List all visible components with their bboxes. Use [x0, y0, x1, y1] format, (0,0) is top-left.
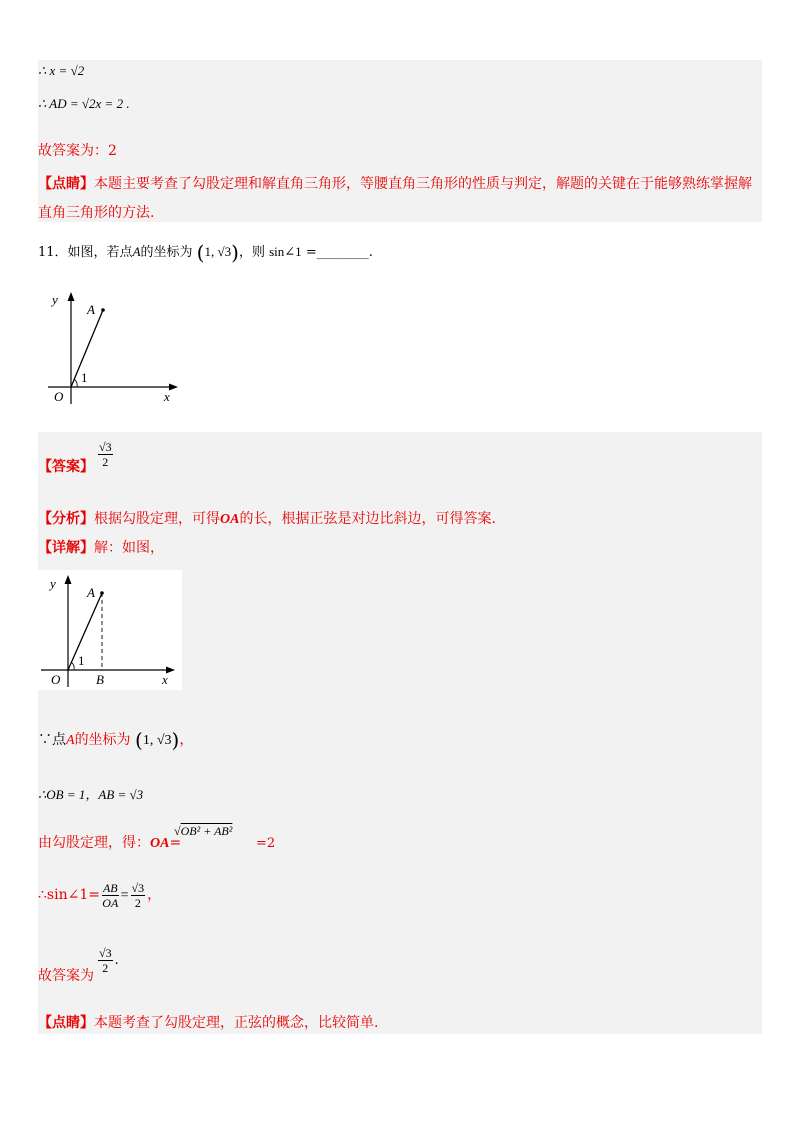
- origin-label: O: [51, 672, 61, 687]
- analysis-line: 【分析】根据勾股定理，可得OA的长，根据正弦是对边比斜边，可得答案.: [38, 511, 496, 527]
- comment-tag: 【点睛】: [38, 1015, 94, 1031]
- answer-blank: ________: [316, 245, 369, 260]
- step-4: ∴sin∠1= $\frac{AB}{OA}$ = $\frac{√3}{2}$ ，: [38, 880, 162, 910]
- sin-expression: sin∠1: [269, 244, 302, 259]
- figure-solution-axes: [38, 570, 182, 690]
- step-3-root: √OB² + AB²: [174, 824, 233, 838]
- question-text: 如图，若点: [67, 245, 133, 260]
- prev-comment-line-1: [38, 176, 752, 192]
- comment-text: 本题主要考查了勾股定理和解直角三角形，等腰直角三角形的性质与判定，解题的关键在于能够熟练掌握解: [94, 176, 752, 192]
- point-a-label: A: [87, 302, 95, 317]
- final-comment: [38, 1015, 378, 1031]
- answer-denominator: 2: [102, 455, 109, 469]
- question-text-3: ，则: [238, 245, 265, 260]
- x-axis-label: x: [162, 672, 168, 687]
- question-number: 11．: [38, 245, 68, 260]
- comment-tag: 【点睛】: [38, 176, 94, 192]
- x-axis-label: x: [164, 389, 170, 404]
- point-b-label: B: [96, 672, 104, 687]
- prev-answer: 故答案为：2: [38, 143, 117, 159]
- step-3-result: =2: [256, 836, 276, 851]
- point-coordinates: 1, √3: [204, 244, 232, 259]
- detail-line: 【详解】解：如图，: [38, 540, 164, 556]
- step-2: ∴OB = 1，AB = √3: [38, 787, 144, 802]
- step-5-fraction: $\frac{√3}{2}$ .: [99, 946, 119, 975]
- step-3: 由勾股定理，得：OA=: [38, 835, 182, 851]
- origin-label: O: [54, 389, 64, 404]
- y-axis-label: y: [52, 292, 58, 307]
- prev-comment-line-2: 直角三角形的方法.: [38, 205, 155, 221]
- point-a-label: A: [87, 585, 95, 600]
- comment-text: 本题考查了勾股定理，正弦的概念，比较简单.: [94, 1015, 379, 1031]
- answer-numerator: √3: [99, 440, 112, 454]
- question-11: 11．如图，若点A的坐标为 (1, √3)，则 sin∠1 =________.: [38, 240, 373, 265]
- answer-fraction: [96, 440, 115, 469]
- previous-solution-band: [38, 60, 762, 222]
- prev-line-1: ∴ x = √2: [38, 63, 85, 78]
- analysis-tag: 【分析】: [38, 511, 94, 527]
- equals-sign: =: [305, 245, 317, 260]
- detail-tag: 【详解】: [38, 540, 94, 556]
- step-1: ∵点A的坐标为 (1, √3)，: [38, 728, 194, 752]
- angle-label: 1: [81, 370, 88, 385]
- point-coordinates: 1, √3: [142, 733, 172, 748]
- figure-coordinate-axes: [38, 286, 188, 406]
- answer-label: 【答案】: [38, 459, 94, 475]
- angle-label: 1: [78, 653, 85, 668]
- question-text-2: 的坐标为: [140, 245, 193, 260]
- step-5: 故答案为: [38, 968, 94, 984]
- point-a-label: A: [132, 244, 141, 259]
- y-axis-label: y: [50, 576, 56, 591]
- prev-line-2: ∴ AD = √2x = 2 .: [38, 96, 130, 111]
